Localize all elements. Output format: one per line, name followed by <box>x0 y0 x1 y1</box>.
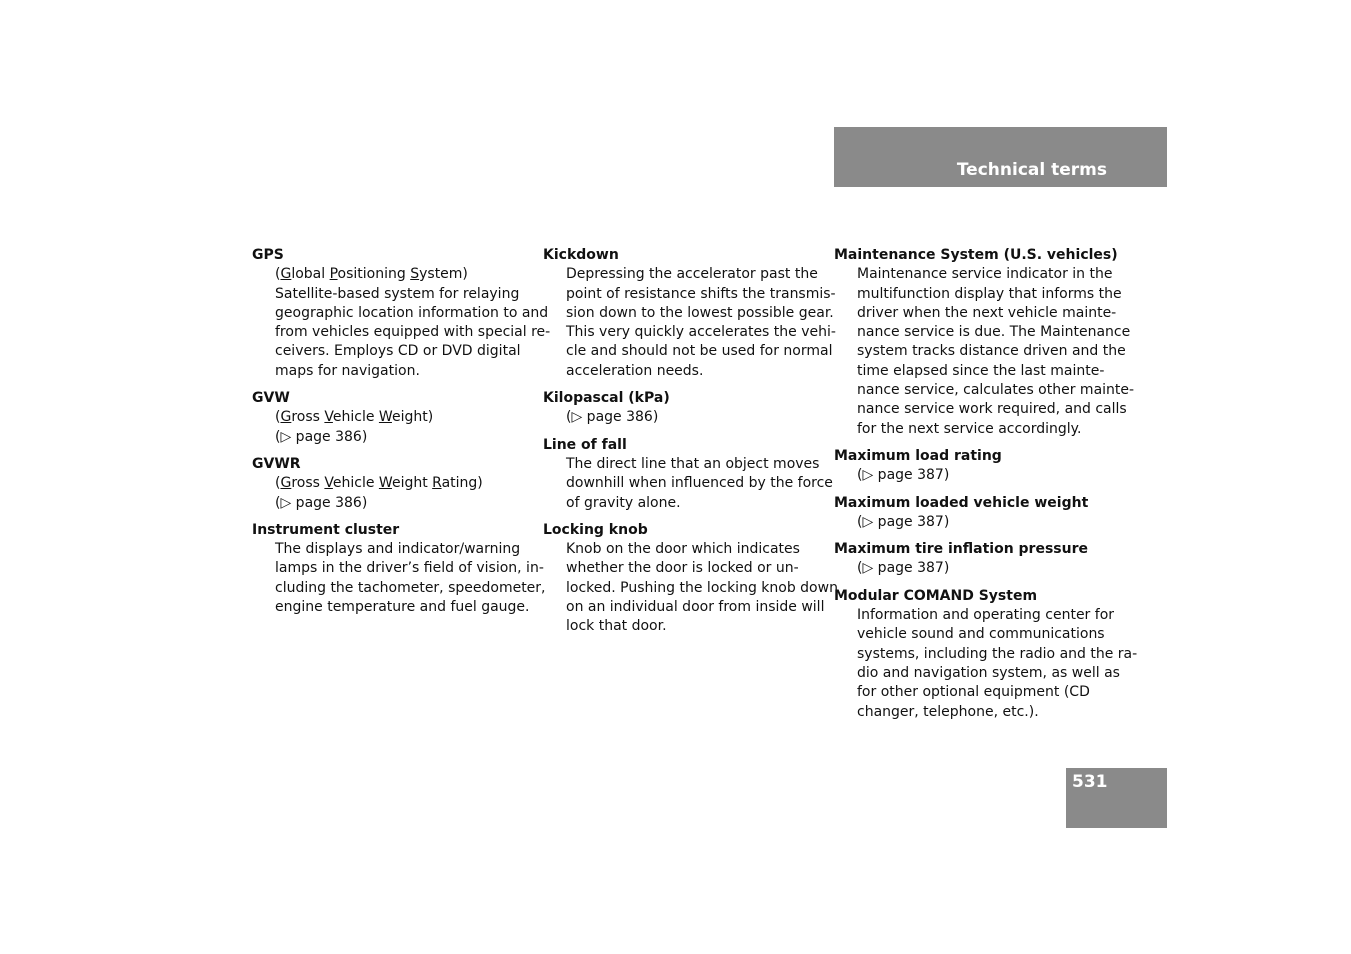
definition-line: multifunction display that informs the <box>857 285 1122 302</box>
definition-line: vehicle sound and communications <box>857 626 1105 643</box>
glossary-entry-modular-comand-system <box>834 587 1138 722</box>
term-kickdown: Kickdown <box>543 247 619 263</box>
page-number-badge <box>1066 768 1167 828</box>
definition-kilopascal <box>566 408 823 427</box>
abbreviation-expansion: (Global Positioning System) <box>275 266 468 283</box>
term-maintenance-system: Maintenance System (U.S. vehicles) <box>834 247 1118 263</box>
definition-line: lock that door. <box>566 618 667 635</box>
definition-line: locked. Pushing the locking knob down <box>566 579 838 596</box>
definition-line: for the next service accordingly. <box>857 420 1082 437</box>
definition-line: changer, telephone, etc.). <box>857 703 1039 720</box>
definition-line: Depressing the accelerator past the <box>566 266 818 283</box>
glossary-entry-maximum-load-rating <box>834 447 1114 486</box>
definition-line: of gravity alone. <box>566 494 681 511</box>
definition-line: acceleration needs. <box>566 362 704 379</box>
term-instrument-cluster: Instrument cluster <box>252 521 400 538</box>
definition-modular-comand-system <box>857 606 1138 722</box>
term-gps: GPS <box>252 247 284 263</box>
glossary-entry-gps <box>252 246 551 381</box>
definition-line: nance service, calculates other mainte- <box>857 382 1135 399</box>
definition-gps <box>275 265 551 381</box>
definition-line: time elapsed since the last mainte- <box>857 362 1105 379</box>
definition-line: Satellite-based system for relaying <box>275 285 520 302</box>
definition-line: ceivers. Employs CD or DVD digital <box>275 343 521 360</box>
definition-line: The direct line that an object moves <box>566 455 820 472</box>
definition-line: Maintenance service indicator in the <box>857 266 1113 283</box>
definition-line: dio and navigation system, as well as <box>857 664 1120 681</box>
term-gvw: GVW <box>252 390 290 407</box>
glossary-entry-gvwr <box>252 455 532 513</box>
glossary-column-2 <box>543 246 838 645</box>
term-gvwr: GVWR <box>252 455 301 472</box>
definition-kickdown <box>566 265 836 381</box>
page-number: 531 <box>1072 772 1108 792</box>
term-modular-comand-system: Modular COMAND System <box>834 587 1038 604</box>
definition-line: lamps in the driver’s field of vision, in- <box>275 560 544 577</box>
term-line-of-fall: Line of fall <box>543 436 627 453</box>
definition-maximum-loaded-vehicle-weight <box>857 513 1114 532</box>
definition-line: sion down to the lowest possible gear. <box>566 304 834 321</box>
definition-line: cle and should not be used for normal <box>566 343 833 360</box>
term-kilopascal: Kilopascal (kPa) <box>543 390 670 407</box>
abbreviation-expansion: (Gross Vehicle Weight) <box>275 409 434 426</box>
glossary-entry-locking-knob <box>543 521 838 637</box>
glossary-entry-maximum-loaded-vehicle-weight <box>834 494 1114 533</box>
abbreviation-expansion: (Gross Vehicle Weight Rating) <box>275 475 483 492</box>
definition-line: systems, including the radio and the ra- <box>857 645 1138 662</box>
definition-maintenance-system <box>857 265 1135 439</box>
page-reference-link[interactable]: (▷ page 387) <box>857 513 950 530</box>
definition-line: for other optional equipment (CD <box>857 684 1090 701</box>
definition-line: downhill when influenced by the force <box>566 475 833 492</box>
term-maximum-tire-inflation-pressure: Maximum tire inflation pressure <box>834 541 1088 558</box>
page-reference-link[interactable]: (▷ page 387) <box>857 467 950 484</box>
definition-line: driver when the next vehicle mainte- <box>857 304 1117 321</box>
definition-line: Information and operating center for <box>857 607 1115 624</box>
definition-line: maps for navigation. <box>275 362 420 379</box>
glossary-entry-kilopascal <box>543 389 823 428</box>
glossary-entry-gvw <box>252 389 532 447</box>
definition-locking-knob <box>566 540 838 636</box>
page-reference-link[interactable]: (▷ page 386) <box>275 494 368 511</box>
glossary-column-1 <box>252 246 551 625</box>
section-title: Technical terms <box>956 160 1107 180</box>
section-header-bar <box>834 127 1167 187</box>
definition-line: engine temperature and fuel gauge. <box>275 599 530 616</box>
definition-line: geographic location information to and <box>275 304 549 321</box>
glossary-entry-line-of-fall <box>543 436 833 513</box>
page-reference-link[interactable]: (▷ page 386) <box>275 428 368 445</box>
definition-line: nance service is due. The Maintenance <box>857 324 1131 341</box>
definition-line: Knob on the door which indicates <box>566 541 800 558</box>
definition-line: whether the door is locked or un- <box>566 560 799 577</box>
definition-line-of-fall <box>566 455 833 513</box>
definition-line: The displays and indicator/warning <box>275 541 521 558</box>
definition-line: cluding the tachometer, speedometer, <box>275 579 546 596</box>
glossary-column-3 <box>834 246 1138 730</box>
term-maximum-load-rating: Maximum load rating <box>834 447 1002 464</box>
definition-line: on an individual door from inside will <box>566 599 825 616</box>
term-maximum-loaded-vehicle-weight: Maximum loaded vehicle weight <box>834 494 1089 511</box>
page-reference-link[interactable]: (▷ page 386) <box>566 409 659 426</box>
definition-line: system tracks distance driven and the <box>857 343 1126 360</box>
term-locking-knob: Locking knob <box>543 521 648 538</box>
glossary-entry-maximum-tire-inflation-pressure <box>834 540 1114 579</box>
glossary-entry-kickdown <box>543 246 836 381</box>
definition-line: from vehicles equipped with special re- <box>275 324 551 341</box>
definition-instrument-cluster <box>275 540 546 617</box>
definition-line: point of resistance shifts the transmis- <box>566 285 836 302</box>
definition-gvw <box>275 408 532 447</box>
page-reference-link[interactable]: (▷ page 387) <box>857 560 950 577</box>
definition-maximum-tire-inflation-pressure <box>857 559 1114 578</box>
definition-gvwr <box>275 474 532 513</box>
definition-line: This very quickly accelerates the vehi- <box>566 324 836 341</box>
glossary-entry-instrument-cluster <box>252 521 546 617</box>
definition-line: nance service work required, and calls <box>857 401 1127 418</box>
glossary-entry-maintenance-system <box>834 246 1135 439</box>
definition-maximum-load-rating <box>857 466 1114 485</box>
